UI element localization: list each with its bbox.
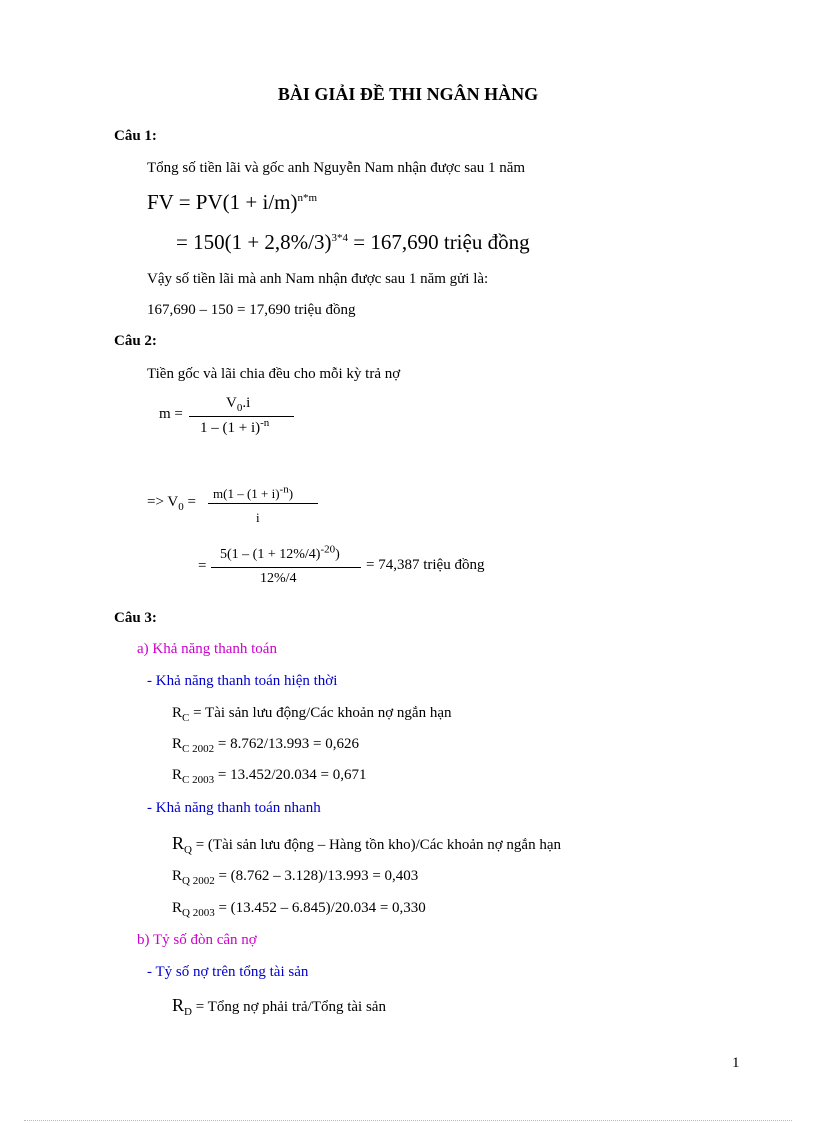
m-num-v: V: [226, 395, 237, 411]
rd-definition: [172, 995, 386, 1016]
rc2003-r: R: [172, 767, 183, 783]
cau3-heading: Câu 3:: [114, 610, 157, 626]
rd-def-sub: D: [184, 1006, 192, 1018]
m-den-exp: -n: [260, 417, 270, 429]
m-numerator: [226, 395, 250, 412]
v0-num-a: m(1 – (1 + i): [213, 486, 280, 501]
a1-title: - Khả năng thanh toán hiện thời: [147, 673, 338, 689]
rc2002-text: = 8.762/13.993 = 0,626: [214, 736, 359, 752]
cau1-heading: Câu 1:: [114, 128, 157, 144]
calc-num-b: ): [335, 547, 340, 562]
fv-calculation: [176, 230, 530, 255]
rq-2002: [172, 868, 418, 885]
rq-def-text: = (Tài sản lưu động – Hàng tồn kho)/Các khoản nợ ngắn hạn: [191, 837, 561, 853]
m-lhs: m =: [159, 406, 183, 422]
m-denominator: [200, 417, 270, 437]
rc2003-text: = 13.452/20.034 = 0,671: [214, 767, 367, 783]
v0-lhs-v: => V: [147, 494, 179, 510]
rc-def-r: R: [172, 705, 183, 721]
m-num-i: .i: [242, 395, 251, 411]
rq-def-sub: Q: [184, 844, 192, 856]
rc2002-sub: C 2002: [182, 743, 215, 755]
rq-definition: [172, 833, 561, 854]
rq2003-text: = (13.452 – 6.845)/20.034 = 0,330: [214, 900, 426, 916]
m-num-sub: 0: [236, 402, 243, 414]
m-den-base: 1 – (1 + i): [200, 420, 261, 436]
interest-intro: Vậy số tiền lãi mà anh Nam nhận được sau 1 năm gửi là:: [147, 271, 489, 287]
fv2-exponent: 3*4: [331, 232, 349, 244]
rq2003-sub: Q 2003: [182, 907, 215, 919]
calc-result: = 74,387 triệu đồng: [366, 557, 485, 573]
calc-eq: =: [198, 558, 207, 574]
page-title: BÀI GIẢI ĐỀ THI NGÂN HÀNG: [277, 84, 539, 104]
calc-num-exp: -20: [320, 543, 336, 556]
v0-lhs-sub: 0: [178, 501, 184, 513]
v0-num-exp: -n: [279, 483, 289, 496]
rc2002-r: R: [172, 736, 183, 752]
rq-2003: [172, 900, 426, 917]
v0-lhs: [147, 494, 196, 511]
fv-exponent: n*m: [297, 192, 318, 204]
fv-lhs: FV = PV(1 + i/m): [147, 190, 298, 214]
rd-def-text: = Tổng nợ phải trả/Tổng tài sản: [191, 999, 386, 1015]
rq2003-r: R: [172, 900, 183, 916]
interest-calc: 167,690 – 150 = 17,690 triệu đồng: [147, 302, 356, 318]
rd-def-r: R: [172, 995, 185, 1015]
fv2-a: = 150(1 + 2,8%/3): [176, 230, 332, 254]
fv-formula: [147, 190, 317, 215]
rc-2003: [172, 767, 366, 784]
calc-fraction-line: [211, 567, 361, 568]
rq-def-r: R: [172, 833, 185, 853]
rq2002-sub: Q 2002: [182, 875, 215, 887]
v0-fraction-line: [208, 503, 318, 504]
b1-title: - Tỷ số nợ trên tổng tài sản: [147, 964, 309, 980]
v0-lhs-eq: =: [183, 494, 196, 510]
calc-numerator: [220, 543, 340, 563]
cau2-heading: Câu 2:: [114, 333, 157, 349]
section-a-title: a) Khả năng thanh toán: [137, 641, 277, 657]
cau1-intro: Tổng số tiền lãi và gốc anh Nguyễn Nam nhận được sau 1 năm: [147, 160, 526, 176]
cau2-intro: Tiền gốc và lãi chia đều cho mỗi kỳ trả nợ: [147, 366, 401, 382]
calc-num-a: 5(1 – (1 + 12%/4): [220, 547, 321, 562]
rq2002-r: R: [172, 868, 183, 884]
rc-def-sub: C: [182, 712, 190, 724]
v0-num-b: ): [288, 486, 294, 501]
v0-denominator: i: [256, 510, 260, 525]
fv2-result: = 167,690 triệu đồng: [348, 230, 530, 254]
rc2003-sub: C 2003: [182, 774, 215, 786]
rc-def-text: = Tài sản lưu động/Các khoản nợ ngắn hạn: [189, 705, 452, 721]
section-b-title: b) Tỷ số đòn cân nợ: [137, 932, 257, 948]
rc-definition: [172, 705, 451, 722]
page-bottom-border: [24, 1120, 792, 1121]
rq2002-text: = (8.762 – 3.128)/13.993 = 0,403: [214, 868, 419, 884]
page-number: 1: [732, 1055, 740, 1071]
rc-2002: [172, 736, 359, 753]
calc-denominator: 12%/4: [260, 571, 297, 586]
m-fraction-line: [189, 416, 294, 417]
a2-title: - Khả năng thanh toán nhanh: [147, 800, 321, 816]
v0-numerator: [213, 483, 294, 502]
